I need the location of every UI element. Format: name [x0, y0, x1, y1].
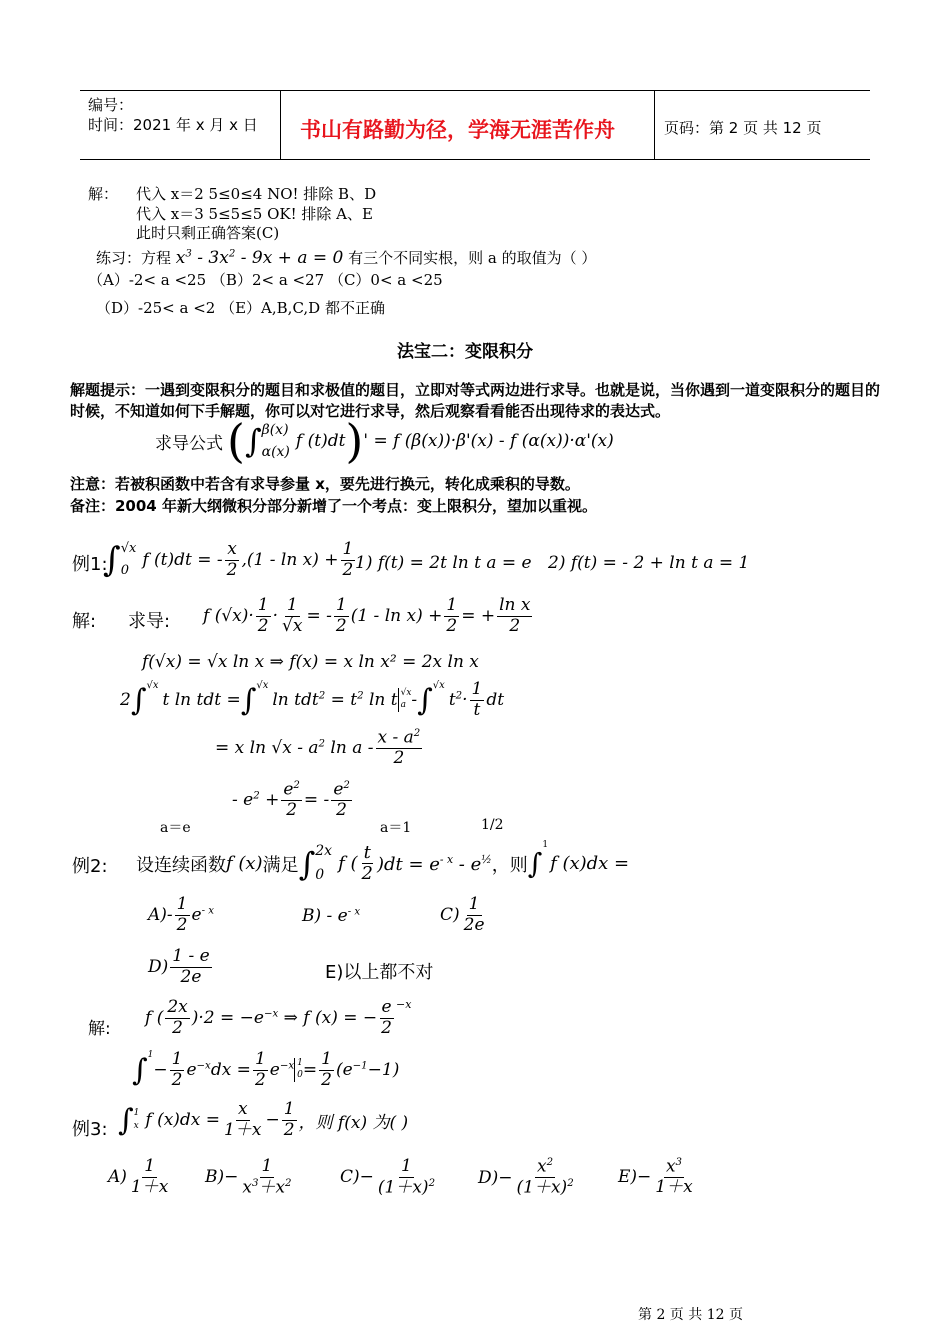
example2-prefix: 设连续函数	[136, 854, 226, 876]
exercise-prefix: 练习：方程	[96, 249, 172, 267]
example2-step2: ∫ 1 − $\frac{1}{2}$ $e^{-x}dx$ = $\frac{1}{2}$ $e^{-x}$ 1 0 = $\frac{1}{2}$ $(e^{-1}-1)$	[132, 1049, 400, 1090]
example1-label: 例1:	[72, 554, 108, 575]
example3-label: 例3:	[72, 1119, 108, 1140]
example1-note: a＝e	[160, 820, 191, 836]
example3-option-c: C)− $\frac{1}{(1+x)^2}$	[340, 1156, 436, 1198]
example2-option-b: $B) - e^{- x}$	[302, 906, 361, 926]
formula-label: 求导公式	[155, 433, 223, 454]
solve-word: 求导:	[128, 611, 171, 632]
example2-stem: 设连续函数 f (x) 满足 ∫ 2x 0 f ( $\frac{t}{2}$ )$dt = e^{- x} - e^{\frac{1}{2}}$ ，则 ∫ 1 f (x)dx =	[136, 840, 630, 885]
example1-option: 2) f(t) = - 2 + ln t a = 1	[548, 553, 750, 573]
example2-solve-label: 解:	[88, 1019, 111, 1039]
example1-note: a＝1	[380, 820, 412, 836]
example3-option-b: B)− $\frac{1}{x^3+x^2}$	[205, 1156, 292, 1198]
exercise-equation: $x^3 - 3x^2 - 9x + a = 0$	[175, 248, 344, 268]
example1-step3: 2 ∫ √x t ln tdt = ∫ √x $\ln tdt^2 = t^2$ ln t √x a - ∫ √x $t^2\cdot$ $\frac{1}{t}$ dt	[120, 679, 505, 720]
example2-option-a: A) - $\frac{1}{2}$ $e^{- x}$	[148, 894, 214, 935]
example2-then: ，则	[491, 854, 528, 876]
header-divider	[654, 91, 655, 159]
example2-option-e: E)以上都不对	[325, 962, 434, 983]
example1-note: 1/2	[481, 817, 504, 833]
example2-step1: f ( $\frac{2x}{2}$ )$\cdot 2 = -e^{-x}$ ⇒ f (x) = − $\frac{e}{2}$ −x	[145, 997, 412, 1038]
header-motto: 书山有路勤为径，学海无涯苦作舟	[300, 118, 615, 142]
example2-option-d: D) $\frac{1 - e}{2e}$	[148, 946, 210, 987]
example1-step2: f(√x) = √x ln x ⇒ f(x) = x ln x² = 2x ln x	[142, 652, 479, 672]
example3-stem: ∫ 1 x f (x)dx = $\frac{x}{1+x}$ − $\frac{1}{2}$ ，则 f(x) 为( )	[118, 1099, 409, 1140]
example1-step1: f (√x)· $\frac{1}{2}$ · $\frac{1}{√x}$ = - $\frac{1}{2}$ (1 - ln x) + $\frac{1}{2}$ = + $\frac{\text{ln x}}{2}$	[203, 595, 531, 636]
note-paragraph: 备注：2004 年新大纲微积分部分新增了一个考点：变上限积分，望加以重视。	[70, 497, 597, 515]
section-title: 法宝二：变限积分	[397, 342, 533, 362]
note-paragraph: 注意：若被积函数中若含有求导参量 x，要先进行换元，转化成乘积的导数。	[70, 475, 580, 493]
exercise-stem	[96, 247, 596, 268]
example2-mid: 满足	[262, 854, 299, 876]
doc-time-label: 时间：2021 年 x 月 x 日	[88, 116, 258, 134]
doc-number-label: 编号：	[88, 96, 134, 114]
solution-label: 解：	[88, 185, 119, 203]
example3-option-e: E)− $\frac{x^3}{1+x}$	[618, 1156, 693, 1198]
hint-paragraph: 解题提示：一遇到变限积分的题目和求极值的题目，立即对等式两边进行求导。也就是说，当你遇到一道变限积分的题目的时候，不知道如何下手解题，你可以对它进行求导，然后观察看看能否出现待求的表达式。	[70, 381, 881, 420]
solve-label: 解:	[72, 611, 97, 632]
exercise-suffix: 有三个不同实根，则 a 的取值为（ ）	[348, 249, 597, 267]
solution-line: 代入 x＝2 5≤0≤4 NO! 排除 B、D	[136, 185, 377, 203]
page-footer: 第 2 页 共 12 页	[638, 1307, 743, 1323]
example2-label: 例2:	[72, 856, 108, 877]
example3-option-d: D)− $\frac{x^2}{(1+x)^2}$	[478, 1156, 574, 1198]
exercise-options: （D）-25< a <2 （E）A,B,C,D 都不正确	[96, 299, 385, 317]
example3-then: ，则 f(x) 为( )	[298, 1112, 409, 1133]
example1-option: 1) f(t) = 2t ln t a = e	[355, 553, 532, 573]
exercise-options: （A）-2< a <25 （B）2< a <27 （C）0< a <25	[88, 271, 443, 289]
example3-option-a: A) $\frac{1}{1+x}$	[108, 1156, 169, 1197]
solution-line: 此时只剩正确答案(C)	[136, 224, 280, 242]
example1-equation: ∫ √x 0 f (t)dt = - $\frac{x}{2}$ ,(1 - ln x) + $\frac{1}{2}$	[103, 539, 354, 581]
example1-step4: = x $\ln √x - a^2$ ln a - $\frac{x - a^2}{2}$	[215, 727, 421, 769]
header-divider	[280, 91, 281, 159]
header-page-info: 页码：第 2 页 共 12 页	[664, 119, 822, 137]
example1-step5: - $e^2$ + $\frac{e^2}{2}$ = - $\frac{e^2}{2}$	[232, 779, 350, 821]
derivative-formula: 求导公式 ( ∫ β(x) α(x) f (t)dt ) ' = f (β(x))·β'(x) - f (α(x))·α'(x)	[155, 414, 614, 468]
solution-line: 代入 x＝3 5≤5≤5 OK! 排除 A、E	[136, 205, 373, 223]
example2-option-c: C) $\frac{1}{2e}$	[440, 894, 485, 935]
